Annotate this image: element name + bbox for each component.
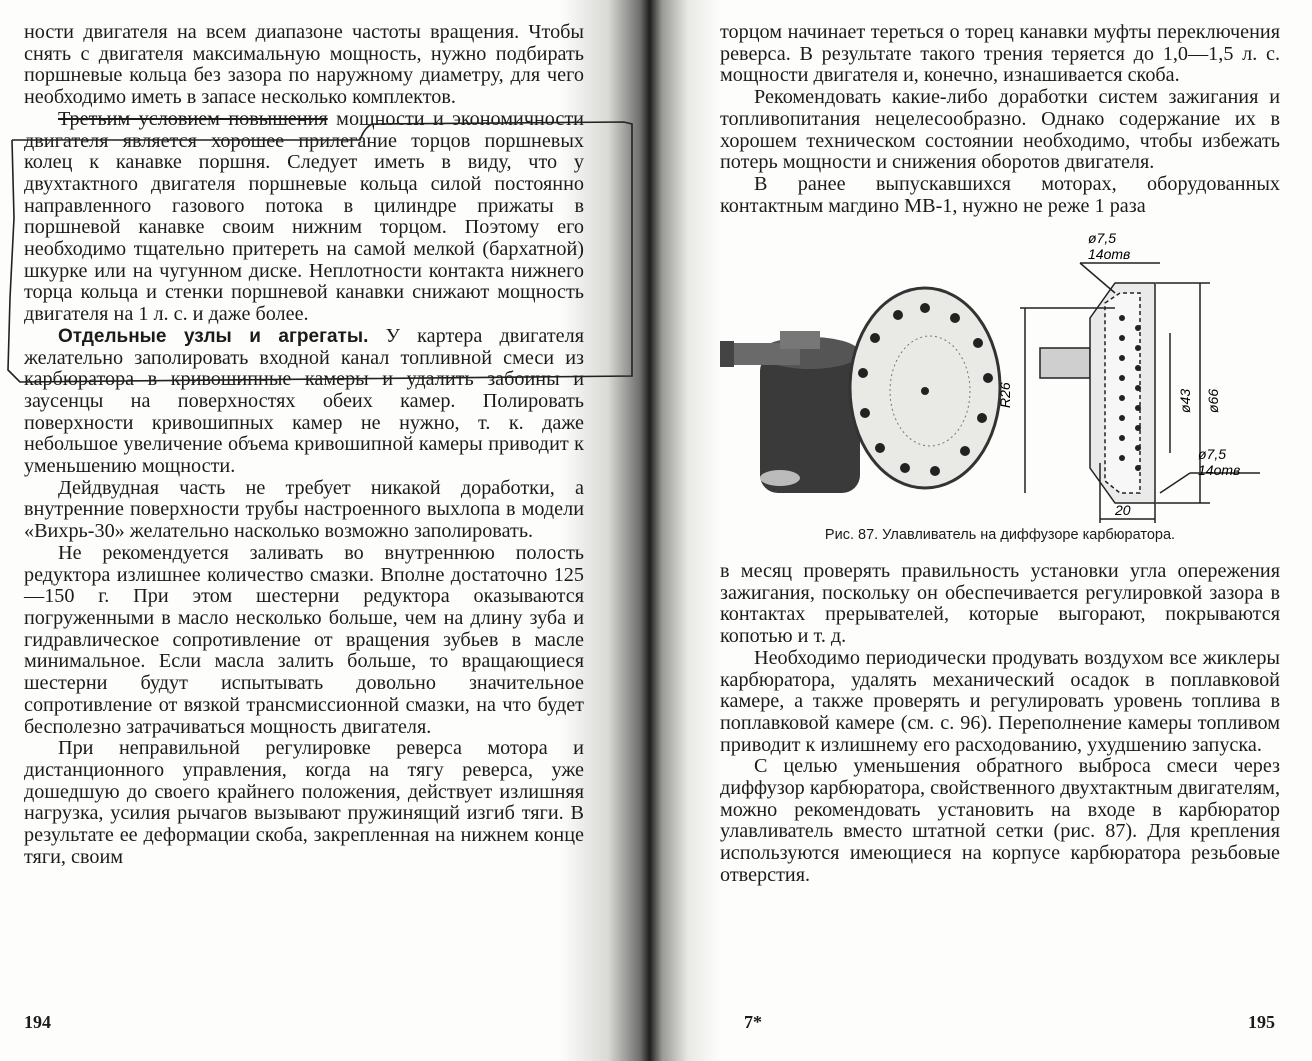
right-paragraph-6: С целью уменьшения обратного выброса смеси через диффузор карбюратора, свойственного двухтактным двигателям, можно рекомендовать установить на входе в карбюратор улавливатель вместо штатной сетки (рис. 87). Для крепления используются имеющиеся на корпусе карбюратора резьбовые отверстия. — [720, 755, 1280, 886]
left-paragraph-6: При неправильной регулировке реверса мотора и дистанционного управления, когда на тягу реверса, уже дошедшую до своего крайнего положения, действует излишняя нагрузка, усилия рычагов вызывают пружинящий изгиб тяги. В результате ее деформации скоба, закрепленная на нижнем конце тяги, своим — [24, 737, 584, 868]
right-paragraph-4: в месяц проверять правильность установки угла опережения зажигания, поскольку он обеспечивается регулировкой зазора в контактах прерывателей, которые выгорают, покрываются копотью и т. д. — [720, 560, 1280, 648]
signature-mark: 7* — [744, 1012, 762, 1032]
figure-87 — [720, 223, 1280, 523]
right-paragraph-1: торцом начинает тереться о торец канавки муфты переключения реверса. В результате такого трения теряется до 1,0—1,5 л. с. мощности двигателя и, конечно, изнашивается скоба. — [720, 21, 1280, 87]
book-gutter-shadow — [560, 0, 720, 1061]
left-paragraph-1: ности двигателя на всем диапазоне частоты вращения. Чтобы снять с двигателя максимальную мощность, нужно подбирать поршневые кольца без зазора по наружному диаметру, для чего необходимо иметь в запасе несколько комплектов. — [24, 21, 584, 109]
right-page — [720, 22, 1280, 887]
carburetor-body-illustration — [720, 331, 860, 493]
page-number-left: 194 — [24, 1012, 51, 1032]
dim-holes1: 14отв — [1088, 246, 1131, 263]
carburetor-catcher-drawing — [720, 223, 1280, 523]
section-view — [1020, 263, 1260, 523]
figure-caption: Рис. 87. Улавливатель на диффузоре карбюратора. — [824, 527, 1176, 544]
left-page — [24, 22, 584, 868]
left-paragraph-4: Дейдвудная часть не требует никакой доработки, а внутренние поверхности трубы настроенного выхлопа в модели «Вихрь-30» желательно насколько возможно заполировать. — [24, 476, 584, 543]
right-paragraph-3: В ранее выпускавшихся моторах, оборудованных контактным магдино МВ-1, нужно не реже 1 раза — [720, 172, 1280, 217]
dim-d66: ø66 — [1205, 389, 1221, 414]
section-lead-heading: Отдельные узлы и агрегаты. — [58, 325, 369, 347]
dim-holes2: 14отв — [1198, 462, 1241, 479]
dim-d2: ø7,5 — [1198, 446, 1227, 463]
left-paragraph-5: Не рекомендуется заливать во внутреннюю полость редуктора излишнее количество смазки. Вполне достаточно 125—150 г. При этом шестерни редуктора оказываются погруженными в масло несколько больше, чем на длину зуба и гидравлическое сопротивление от вращения зубьев в масле минимальное. Если масла залить больше, то вращающиеся шестерни будут испытывать довольно значительное сопротивление от вязкой трансмиссионной смазки, на что будет бесполезно затрачиваться мощность двигателя. — [24, 541, 584, 738]
right-paragraph-2: Рекомендовать какие-либо доработки систем зажигания и топливопитания нецелесообразно. Однако содержание их в хорошем техническом состоянии необходимо, чтобы избежать потерь мощности и снижения оборотов двигателя. — [720, 86, 1280, 174]
dim-width-20: 20 — [1115, 502, 1131, 519]
dim-d1: ø7,5 — [1088, 230, 1117, 247]
struck-words: Третьим условием повышения — [58, 107, 328, 130]
dim-r26: R26 — [997, 382, 1013, 409]
left-paragraph-3-body: У картера двигателя желательно заполировать входной канал топливной смеси из карбюратора в кривошипные камеры и удалить забоины и заусенцы на поверхностях обеих камер. Полировать поверхности кривошипных камер не нужно, т. к. даже небольшое увеличение объема кривошипной камеры приводит к уменьшению мощности. — [24, 324, 584, 478]
perforated-disk-illustration — [850, 288, 1000, 488]
left-paragraph-2-body: мощности и экономичности двигателя является хорошее прилегание торцов поршневых колец к канавке поршня. Следует иметь в виду, что у двухтактного двигателя поршневые кольца силой постоянно направленного газового потока в цилиндре прижаты в поршневой канавке своим нижним торцом. Поэтому его необходимо тщательно притереть на самой мелкой (бархатной) шкурке или на чугунном диске. Неплотности контакта нижнего торца кольца и стенки поршневой канавки снижают мощность двигателя на 1 л. с. и даже более. — [24, 107, 584, 326]
left-paragraph-2 — [24, 109, 584, 326]
right-paragraph-5: Необходимо периодически продувать воздухом все жиклеры карбюратора, удалять механический осадок в поплавковой камере, а также проверять и регулировать уровень топлива в поплавковой камере (см. с. 96). Переполнение камеры топливом приводит к излишнему его расходованию, ухудшению запуска. — [720, 646, 1280, 756]
left-paragraph-3 — [24, 326, 584, 478]
dim-d43: ø43 — [1177, 389, 1193, 414]
page-number-right: 195 — [1248, 1012, 1275, 1032]
